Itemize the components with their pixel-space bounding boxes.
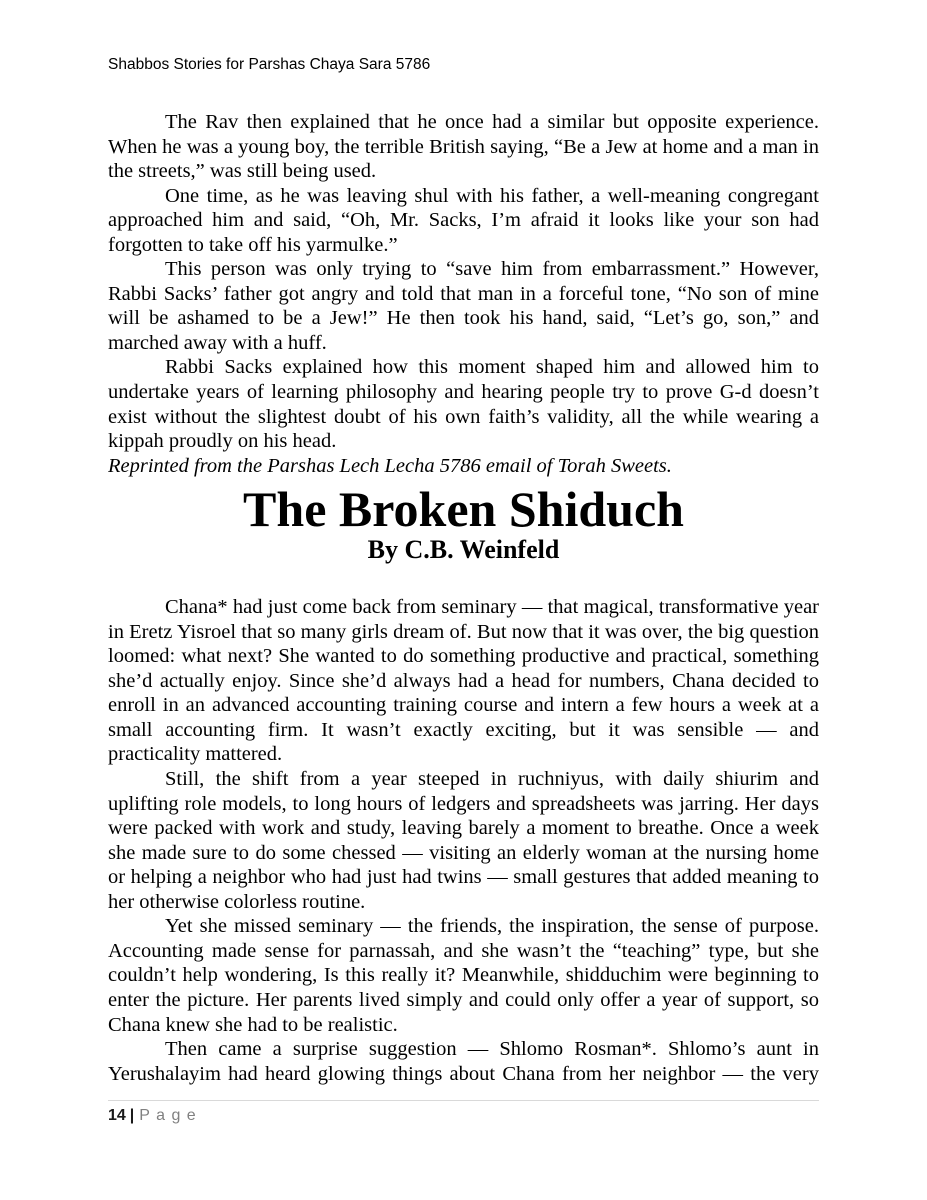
footer-separator: | [129,1107,135,1124]
page-label: P a g e [139,1107,197,1124]
attribution-line: Reprinted from the Parshas Lech Lecha 5786 email of Torah Sweets. [108,454,672,477]
paragraph-rav-2: One time, as he was leaving shul with his father, a well-meaning congregant approached him and said, “Oh, Mr. Sacks, I’m afraid it looks like your son had forgotten to take off his yarmulke.” [108,184,819,256]
page-number: 14 [108,1107,126,1124]
document-body [108,110,819,1098]
header-title: Shabbos Stories for Parshas Chaya Sara 5786 [108,56,431,73]
document-header [108,55,819,74]
paragraph-rav-1: The Rav then explained that he once had a similar but opposite experience. When he was a young boy, the terrible British saying, “Be a Jew at home and a man in the streets,” was still being used. [108,111,819,183]
paragraph-rav-3: This person was only trying to “save him from embarrassment.” However, Rabbi Sacks’ father got angry and told that man in a forceful tone, “No son of mine will be ashamed to be a Jew!” He then took his hand, said, “Let’s go, son,” and marched away with a huff. [108,258,819,354]
story-title: The Broken Shiduch [243,481,684,538]
page-footer [108,1100,819,1125]
paragraph-shiduch-1: Chana* had just come back from seminary — that magical, transformative year in Eretz Yisroel that so many girls dream of. But now that it was over, the big question loomed: what next? She wanted to do something productive and practical, something she’d actually enjoy. Since she’d always had a head for numbers, Chana decided to enroll in an advanced accounting training course and intern a few hours a week at a small accounting firm. It wasn’t exactly exciting, but it was sensible — and practicality mattered. [108,596,819,766]
paragraph-shiduch-4: Then came a surprise suggestion — Shlomo Rosman*. Shlomo’s aunt in Yerushalayim had heard glowing things about Chana from her neighbor — the very [108,1038,819,1085]
footer-rule [108,1100,819,1101]
footer-text [108,1106,819,1125]
paragraph-shiduch-3: Yet she missed seminary — the friends, the inspiration, the sense of purpose. Accounting made sense for parnassah, and she wasn’t the “teaching” type, but she couldn’t help wondering, Is this really it? Meanwhile, shidduchim were beginning to enter the picture. Her parents lived simply and could only offer a year of support, so Chana knew she had to be realistic. [108,915,819,1036]
story-byline: By C.B. Weinfeld [367,535,560,565]
paragraph-rav-4: Rabbi Sacks explained how this moment shaped him and allowed him to undertake years of learning philosophy and hearing people try to prove G-d doesn’t exist without the slightest doubt of his own faith’s validity, all the while wearing a kippah proudly on his head. [108,356,819,453]
paragraph-shiduch-2: Still, the shift from a year steeped in ruchniyus, with daily shiurim and uplifting role models, to long hours of ledgers and spreadsheets was jarring. Her days were packed with work and study, leaving barely a moment to breathe. Once a week she made sure to do some chessed — visiting an elderly woman at the nursing home or helping a neighbor who had just had twins — small gestures that added meaning to her otherwise colorless routine. [108,768,819,913]
